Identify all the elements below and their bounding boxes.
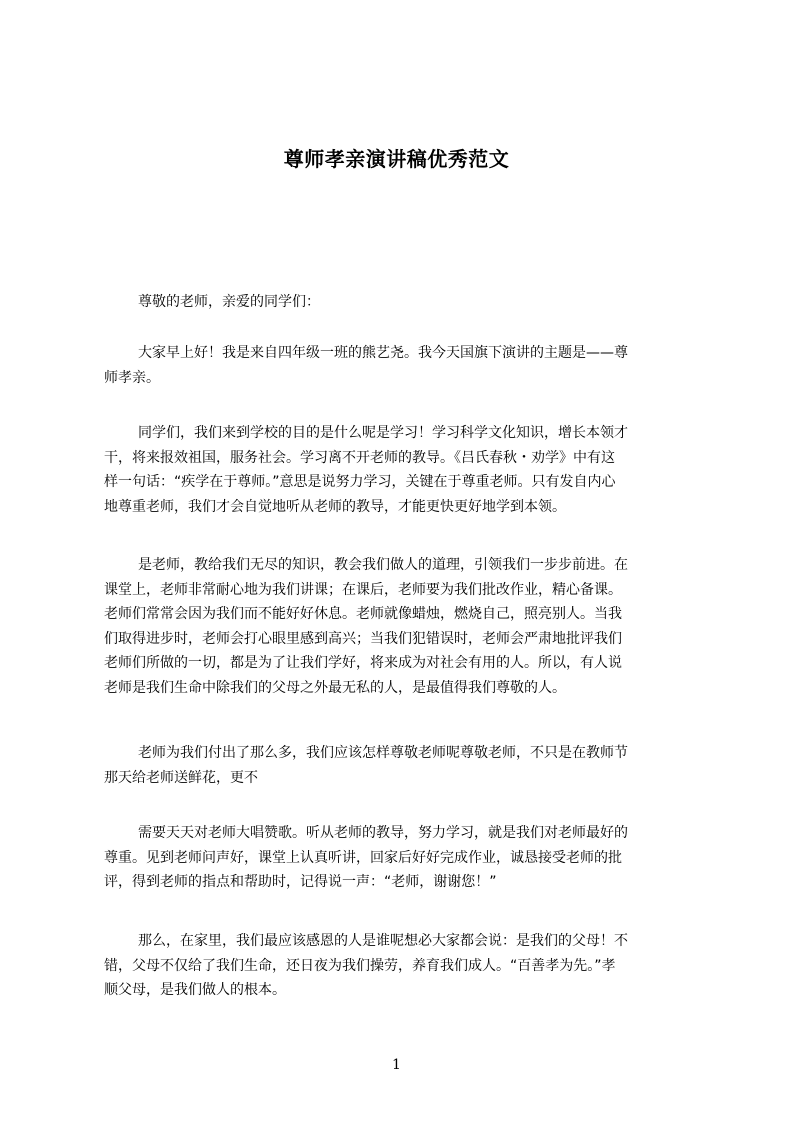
paragraph-2 <box>104 421 702 519</box>
paragraph-line: 老师们所做的一切，都是为了让我们学好，将来成为对社会有用的人。所以，有人说 <box>104 655 622 671</box>
paragraph-line: 顺父母，是我们做人的根本。 <box>104 982 286 998</box>
paragraph-line: 地尊重老师，我们才会自觉地听从老师的教导，才能更快更好地学到本领。 <box>104 498 566 515</box>
paragraph-line: 需要天天对老师大唱赞歌。听从老师的教导，努力学习，就是我们对老师最好的 <box>138 825 628 841</box>
paragraph-3 <box>104 553 702 700</box>
paragraph-1 <box>104 341 702 390</box>
paragraph-line: 干，将来报效祖国，服务社会。学习离不开老师的教导。《吕氏春秋・劝学》中有这 <box>104 449 615 466</box>
paragraph-line: 老师是我们生命中除我们的父母之外最无私的人，是最值得我们尊敬的人。 <box>104 679 566 696</box>
paragraph-line: 老师们常常会因为我们而不能好好休息。老师就像蜡烛，燃烧自己，照亮别人。当我 <box>104 606 622 622</box>
page-number: 1 <box>392 1057 401 1073</box>
paragraph-line: 老师为我们付出了那么多，我们应该怎样尊敬老师呢尊敬老师，不只是在教师节 <box>138 745 628 761</box>
paragraph-line: 是老师，教给我们无尽的知识，教会我们做人的道理，引领我们一步步前进。在 <box>138 557 628 573</box>
paragraph-line: 样一句话：“疾学在于尊师。”意思是说努力学习，关键在于尊重老师。只有发自内心 <box>104 474 616 490</box>
paragraph-line: 同学们，我们来到学校的目的是什么呢是学习！学习科学文化知识，增长本领才 <box>138 425 628 441</box>
paragraph-line: 尊重。见到老师问声好，课堂上认真听讲，回家后好好完成作业，诚恳接受老师的批 <box>104 849 622 866</box>
paragraph-line: 评，得到老师的指点和帮助时，记得说一声：“老师，谢谢您！” <box>104 874 497 890</box>
paragraph-line: 大家早上好！我是来自四年级一班的熊艺尧。我今天国旗下演讲的主题是——尊 <box>138 345 628 361</box>
document-title: 尊师孝亲演讲稿优秀范文 <box>283 147 510 171</box>
paragraph-4 <box>104 741 702 790</box>
paragraph-line: 那天给老师送鲜花，更不 <box>104 769 258 786</box>
paragraph-line: 们取得进步时，老师会打心眼里感到高兴；当我们犯错误时，老师会严肃地批评我们 <box>104 630 622 647</box>
paragraph-line: 课堂上，老师非常耐心地为我们讲课；在课后，老师要为我们批改作业，精心备课。 <box>104 581 622 598</box>
paragraph-6 <box>104 929 702 1003</box>
paragraph-line: 师孝亲。 <box>104 369 160 386</box>
paragraph-line: 错，父母不仅给了我们生命，还日夜为我们操劳，养育我们成人。“百善孝为先。”孝 <box>104 957 616 974</box>
paragraph-line: 那么，在家里，我们最应该感恩的人是谁呢想必大家都会说：是我们的父母！不 <box>138 933 628 949</box>
greeting-line: 尊敬的老师，亲爱的同学们： <box>138 294 320 310</box>
paragraph-5 <box>104 821 702 895</box>
